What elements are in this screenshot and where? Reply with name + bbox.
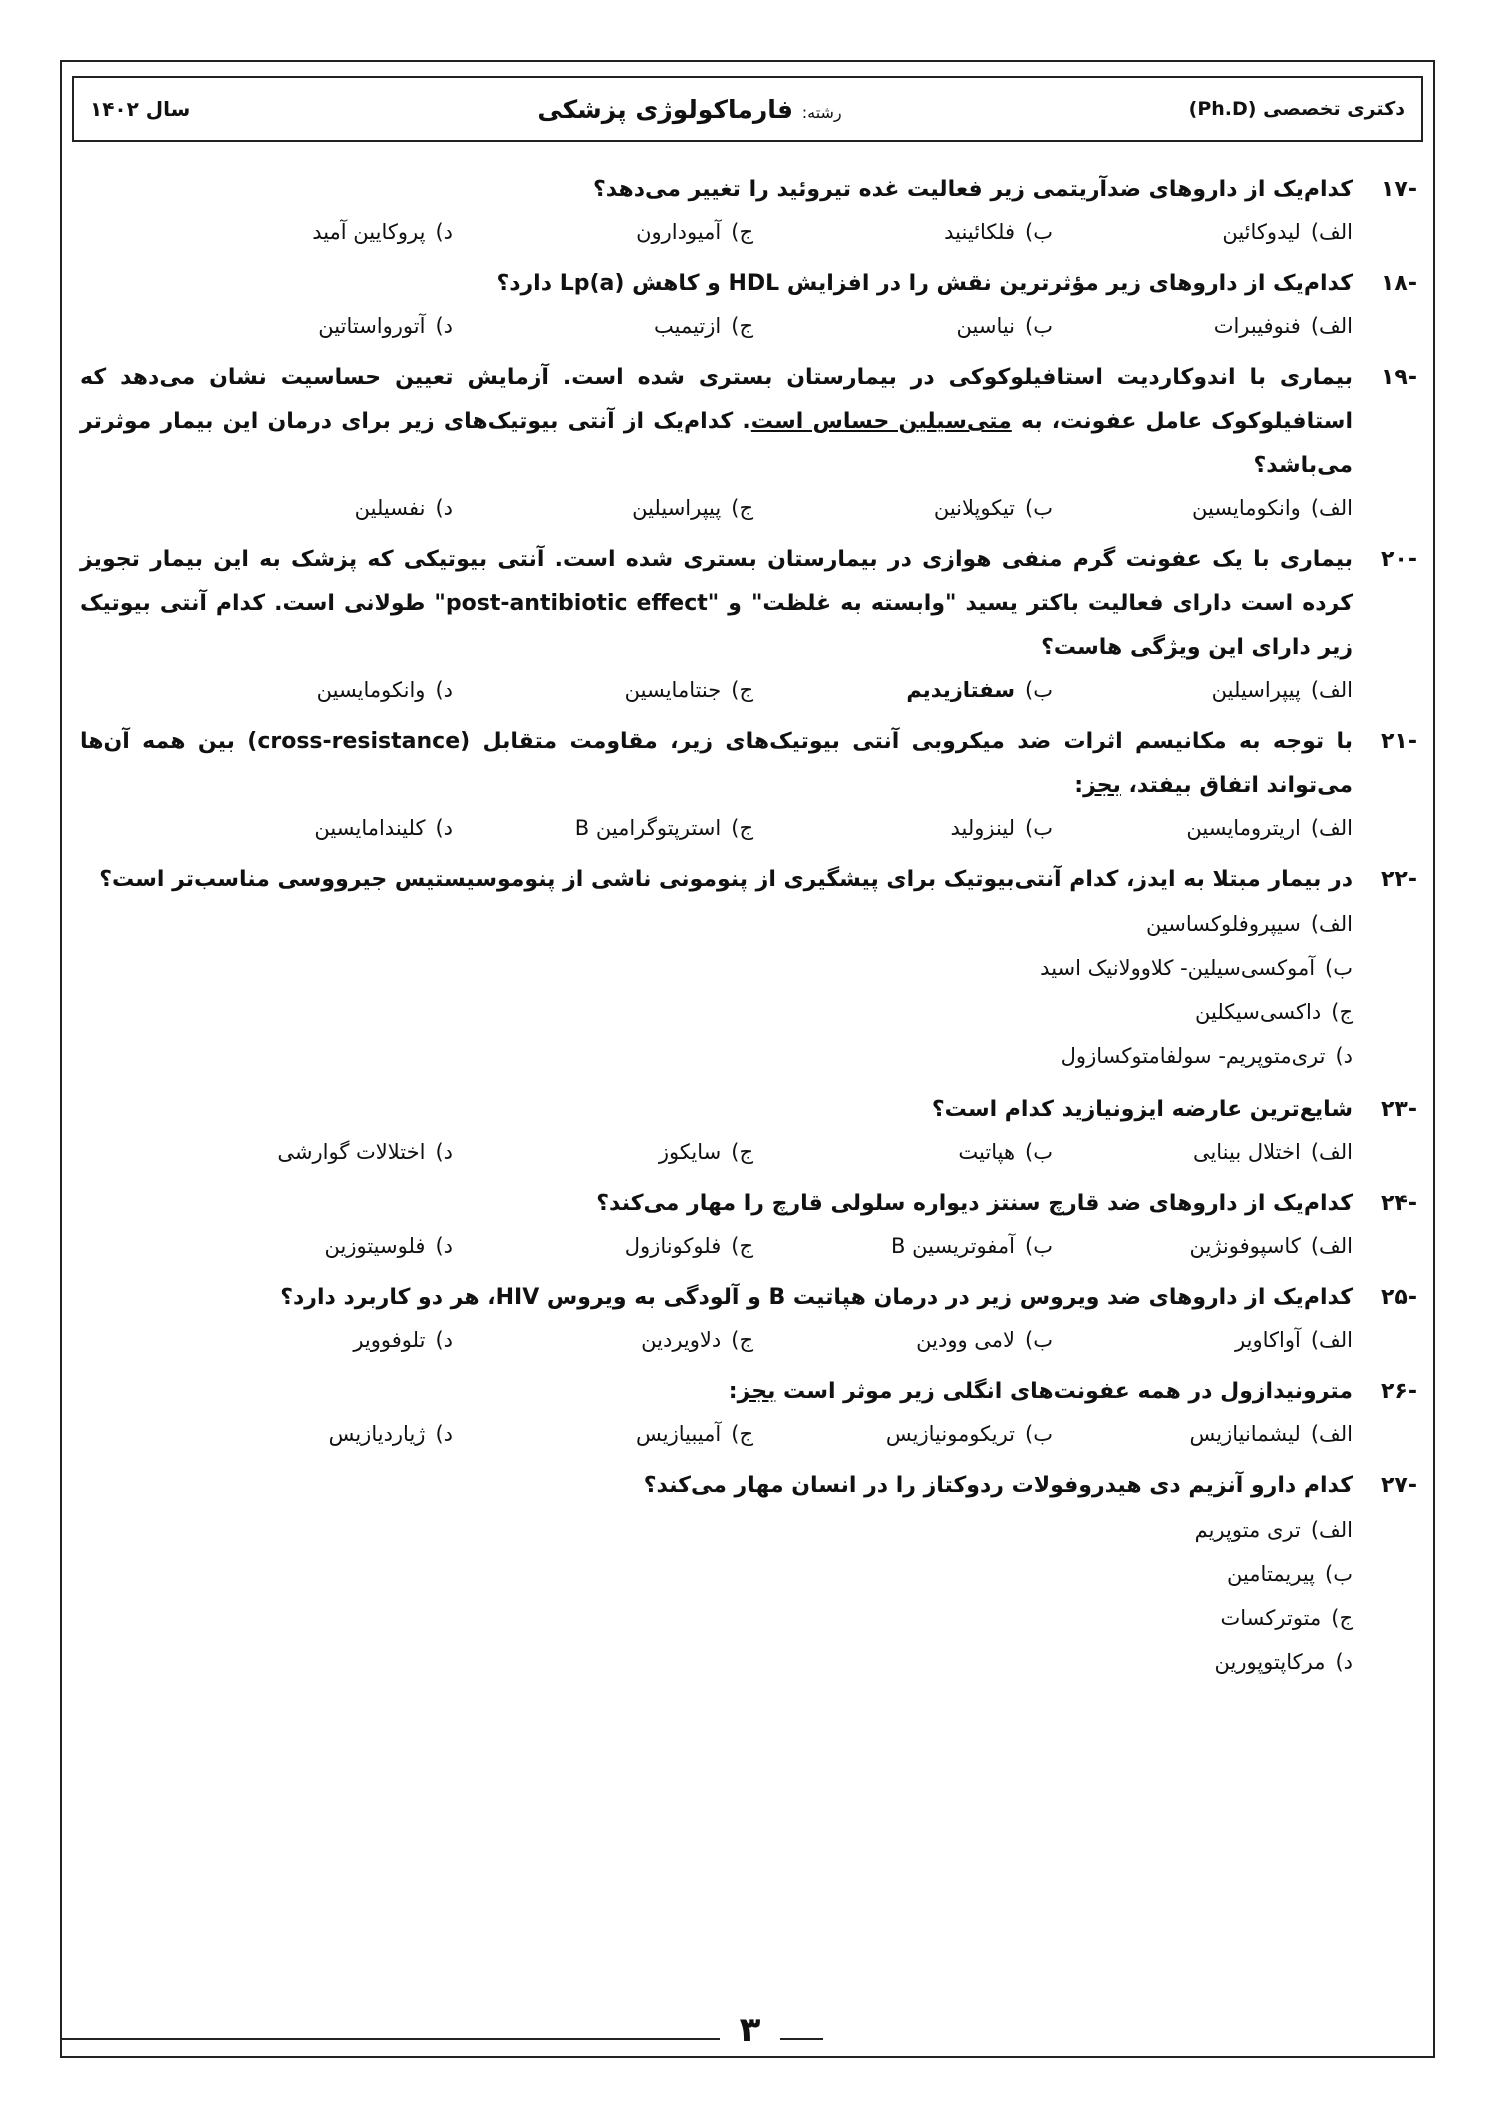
answer-option — [1053, 1226, 1353, 1266]
option-label: الف) — [1310, 1422, 1353, 1446]
footer-divider-left — [60, 2038, 695, 2040]
answer-option — [80, 990, 1353, 1034]
option-label: د) — [435, 220, 453, 244]
option-text: وانکومایسین — [1192, 496, 1301, 520]
option-text: سفتازیدیم — [906, 678, 1016, 702]
option-label: ب) — [1025, 496, 1053, 520]
question-text-underlined: متی‌سیلین حساس است — [750, 409, 1012, 434]
question-item — [72, 720, 1423, 848]
option-label: د) — [1335, 1650, 1353, 1674]
option-label: ب) — [1025, 678, 1053, 702]
question-text-part: بیماری با اندوکاردیت استافیلوکوکی در بیمارستان بستری شده است. آزمایش تعیین حساسیت نشان می‌دهد که استافیلوکوک عامل عفونت، به — [80, 365, 1353, 434]
answer-option — [453, 212, 753, 252]
option-text: کاسپوفونژین — [1189, 1234, 1301, 1258]
question-stem — [80, 168, 1353, 212]
option-text: هپاتیت — [958, 1140, 1016, 1164]
option-label: الف) — [1310, 1234, 1353, 1258]
options-list — [80, 306, 1353, 346]
option-text: مرکاپتوپورین — [1214, 1650, 1326, 1674]
question-body — [72, 720, 1353, 848]
option-label: ج) — [731, 314, 753, 338]
options-list — [80, 1414, 1353, 1454]
option-label: ب) — [1025, 1328, 1053, 1352]
question-number: -۲۶ — [1381, 1379, 1417, 1404]
question-stem — [80, 1464, 1353, 1508]
option-label: ج) — [731, 1328, 753, 1352]
answer-option — [80, 1552, 1353, 1596]
question-text: در بیمار مبتلا به ایدز، کدام آنتی‌بیوتیک برای پیشگیری از پنومونی ناشی از پنوموسیستیس جیرووسی مناسب‌تر است؟ — [99, 867, 1353, 892]
answer-option — [1053, 808, 1353, 848]
question-stem — [80, 858, 1353, 902]
question-text: کدام دارو آنزیم دی هیدروفولات ردوکتاز را در انسان مهار می‌کند؟ — [643, 1473, 1353, 1498]
option-text: ازتیمیب — [653, 314, 722, 338]
answer-option — [1053, 306, 1353, 346]
option-label: ب) — [1025, 314, 1053, 338]
answer-option — [80, 902, 1353, 946]
option-label: الف) — [1310, 314, 1353, 338]
option-text: وانکومایسین — [316, 678, 426, 702]
option-text: فلوکونازول — [624, 1234, 722, 1258]
option-text: تریکومونیازیس — [885, 1422, 1016, 1446]
question-text-underlined: بجز — [737, 1379, 776, 1404]
option-text: داکسی‌سیکلین — [1195, 1000, 1322, 1024]
option-text: استرپتوگرامین B — [574, 816, 722, 840]
question-text-part: مترونیدازول در همه عفونت‌های انگلی زیر موثر است — [775, 1379, 1353, 1404]
question-body — [72, 1370, 1353, 1454]
options-list — [80, 212, 1353, 252]
question-number: -۱۹ — [1381, 365, 1417, 390]
question-body — [72, 1088, 1353, 1172]
option-label: الف) — [1310, 220, 1353, 244]
question-text-part: . کدام‌یک از آنتی بیوتیک‌های زیر برای درمان این بیمار موثرتر می‌باشد؟ — [80, 409, 1353, 478]
question-text: بیماری با یک عفونت گرم منفی هوازی در بیمارستان بستری شده است. آنتی بیوتیکی که پزشک به این بیمار تجویز کرده است دارای فعالیت باکتر یسید "وابسته به غلظت" و "post-antibiotic effect" طولانی است. کدام آنتی بیوتیک زیر دارای این ویژگی هاست؟ — [80, 547, 1353, 660]
question-number: -۲۱ — [1381, 729, 1417, 754]
answer-option — [753, 212, 1053, 252]
answer-option — [80, 1640, 1353, 1684]
option-label: د) — [435, 816, 453, 840]
answer-option — [453, 1226, 753, 1266]
option-label: ب) — [1325, 956, 1353, 980]
answer-option — [753, 808, 1053, 848]
option-text: لیدوکائین — [1222, 220, 1301, 244]
question-number: -۲۵ — [1381, 1285, 1417, 1310]
option-text: تیکوپلانین — [933, 496, 1016, 520]
question-body — [72, 1464, 1353, 1684]
question-item — [72, 262, 1423, 346]
option-text: آمفوتریسین B — [891, 1234, 1016, 1258]
option-text: آتورواستاتین — [318, 314, 426, 338]
options-list — [80, 902, 1353, 1078]
question-item — [72, 1370, 1423, 1454]
question-text-part: : — [728, 1379, 738, 1404]
question-text: کدام‌یک از داروهای ضد قارچ سنتز دیواره سلولی قارچ را مهار می‌کند؟ — [596, 1191, 1353, 1216]
year-label: سال ۱۴۰۲ — [90, 97, 191, 121]
answer-option — [1053, 1320, 1353, 1360]
option-label: الف) — [1310, 678, 1353, 702]
option-label: الف) — [1310, 1518, 1353, 1542]
answer-option — [753, 306, 1053, 346]
option-text: سیپروفلوکساسین — [1145, 912, 1301, 936]
answer-option — [453, 808, 753, 848]
option-text: فلکائینید — [944, 220, 1016, 244]
field-title — [537, 95, 841, 124]
question-text: کدام‌یک از داروهای ضدآریتمی زیر فعالیت غده تیروئید را تغییر می‌دهد؟ — [593, 177, 1353, 202]
option-text: اختلالات گوارشی — [277, 1140, 426, 1164]
answer-option — [753, 1132, 1053, 1172]
answer-option — [153, 488, 453, 528]
question-text: کدام‌یک از داروهای ضد ویروس زیر در درمان هپاتیت B و آلودگی به ویروس HIV، هر دو کاربرد دارد؟ — [280, 1285, 1353, 1310]
option-label: ج) — [1331, 1000, 1353, 1024]
options-list — [80, 670, 1353, 710]
question-body — [72, 538, 1353, 710]
options-list — [80, 808, 1353, 848]
question-item — [72, 1088, 1423, 1172]
option-label: د) — [435, 496, 453, 520]
question-item — [72, 1464, 1423, 1684]
option-label: ج) — [731, 678, 753, 702]
option-text: آموکسی‌سیلین- کلاوولانیک اسید — [1040, 956, 1316, 980]
option-label: ب) — [1025, 1140, 1053, 1164]
answer-option — [753, 488, 1053, 528]
answer-option — [753, 670, 1053, 710]
question-stem — [80, 1088, 1353, 1132]
exam-header — [72, 76, 1423, 142]
option-text: فلوسیتوزین — [324, 1234, 426, 1258]
answer-option — [1053, 488, 1353, 528]
option-label: ب) — [1025, 1234, 1053, 1258]
option-text: نفسیلین — [354, 496, 426, 520]
option-text: تری‌متوپریم- سولفامتوکسازول — [1060, 1044, 1326, 1068]
option-text: جنتامایسین — [624, 678, 722, 702]
option-text: سایکوز — [658, 1140, 722, 1164]
option-text: آمیودارون — [636, 220, 722, 244]
option-label: ب) — [1025, 1422, 1053, 1446]
option-text: تری متوپریم — [1194, 1518, 1301, 1542]
field-name: فارماکولوژی پزشکی — [537, 94, 793, 124]
options-list — [80, 1320, 1353, 1360]
question-text-underlined: بجز — [1083, 773, 1121, 798]
question-number: -۲۰ — [1381, 547, 1417, 572]
questions-area — [72, 158, 1423, 2008]
option-label: د) — [1335, 1044, 1353, 1068]
option-label: د) — [435, 314, 453, 338]
question-item — [72, 538, 1423, 710]
option-label: ج) — [731, 816, 753, 840]
option-label: ج) — [1331, 1606, 1353, 1630]
option-label: ج) — [731, 1422, 753, 1446]
option-text: کلیندامایسین — [314, 816, 426, 840]
option-text: آواکاویر — [1235, 1328, 1301, 1352]
option-label: د) — [435, 1422, 453, 1446]
field-prefix: رشته: — [801, 102, 842, 122]
answer-option — [753, 1320, 1053, 1360]
option-text: دلاویردین — [641, 1328, 722, 1352]
answer-option — [153, 1414, 453, 1454]
question-stem — [80, 356, 1353, 488]
question-body — [72, 356, 1353, 528]
question-body — [72, 1276, 1353, 1360]
question-stem — [80, 262, 1353, 306]
option-text: فنوفیبرات — [1213, 314, 1301, 338]
option-text: لامی وودین — [916, 1328, 1016, 1352]
option-label: د) — [435, 678, 453, 702]
question-body — [72, 168, 1353, 252]
question-stem — [80, 1276, 1353, 1320]
question-item — [72, 356, 1423, 528]
question-number: -۲۴ — [1381, 1191, 1417, 1216]
question-number: -۲۲ — [1381, 867, 1417, 892]
answer-option — [153, 1320, 453, 1360]
answer-option — [1053, 212, 1353, 252]
option-text: پیپراسیلین — [632, 496, 722, 520]
answer-option — [80, 1508, 1353, 1552]
answer-option — [153, 808, 453, 848]
option-text: لیشمانیازیس — [1189, 1422, 1301, 1446]
question-body — [72, 262, 1353, 346]
question-number: -۲۷ — [1381, 1473, 1417, 1498]
answer-option — [153, 306, 453, 346]
question-text-part: با توجه به مکانیسم اثرات ضد میکروبی آنتی بیوتیک‌های زیر، مقاومت متقابل (cross-resistance) بین همه آن‌ها می‌تواند اتفاق بیفتد، — [80, 729, 1354, 798]
answer-option — [453, 488, 753, 528]
question-text-part: : — [1074, 773, 1084, 798]
answer-option — [153, 1132, 453, 1172]
option-label: د) — [435, 1328, 453, 1352]
answer-option — [153, 212, 453, 252]
option-text: اریترومایسین — [1186, 816, 1301, 840]
question-number: -۱۸ — [1381, 271, 1417, 296]
answer-option — [453, 306, 753, 346]
options-list — [80, 488, 1353, 528]
page-number: ۳ — [720, 2010, 780, 2050]
question-item — [72, 1182, 1423, 1266]
question-item — [72, 168, 1423, 252]
option-text: متوترکسات — [1220, 1606, 1322, 1630]
answer-option — [80, 946, 1353, 990]
option-label: ج) — [731, 496, 753, 520]
answer-option — [153, 670, 453, 710]
option-text: پیریمتامین — [1226, 1562, 1316, 1586]
option-label: الف) — [1310, 912, 1353, 936]
option-label: الف) — [1310, 496, 1353, 520]
option-label: ب) — [1325, 1562, 1353, 1586]
option-label: الف) — [1310, 1140, 1353, 1164]
answer-option — [453, 1320, 753, 1360]
answer-option — [1053, 670, 1353, 710]
option-text: ژیاردیازیس — [328, 1422, 426, 1446]
answer-option — [453, 670, 753, 710]
options-list — [80, 1132, 1353, 1172]
answer-option — [80, 1596, 1353, 1640]
option-text: آمیبیازیس — [635, 1422, 722, 1446]
option-text: پروکایین آمید — [312, 220, 426, 244]
question-number: -۱۷ — [1381, 177, 1417, 202]
option-text: اختلال بینایی — [1192, 1140, 1301, 1164]
answer-option — [453, 1132, 753, 1172]
option-label: د) — [435, 1140, 453, 1164]
answer-option — [753, 1226, 1053, 1266]
option-text: تلوفوویر — [353, 1328, 426, 1352]
question-stem — [80, 720, 1353, 808]
options-list — [80, 1226, 1353, 1266]
option-label: الف) — [1310, 1328, 1353, 1352]
answer-option — [453, 1414, 753, 1454]
question-number: -۲۳ — [1381, 1097, 1417, 1122]
question-item — [72, 858, 1423, 1078]
option-text: پیپراسیلین — [1211, 678, 1301, 702]
option-label: ب) — [1025, 816, 1053, 840]
question-text: شایع‌ترین عارضه ایزونیازید کدام است؟ — [931, 1097, 1353, 1122]
option-label: د) — [435, 1234, 453, 1258]
question-text: کدام‌یک از داروهای زیر مؤثرترین نقش را در افزایش HDL و کاهش Lp(a) دارد؟ — [496, 271, 1353, 296]
option-text: لینزولید — [950, 816, 1016, 840]
option-label: ب) — [1025, 220, 1053, 244]
answer-option — [753, 1414, 1053, 1454]
option-label: ج) — [731, 1234, 753, 1258]
option-label: ج) — [731, 220, 753, 244]
question-body — [72, 1182, 1353, 1266]
degree-label: دکتری تخصصی (Ph.D) — [1188, 98, 1405, 120]
answer-option — [80, 1034, 1353, 1078]
question-item — [72, 1276, 1423, 1360]
answer-option — [1053, 1132, 1353, 1172]
question-stem — [80, 1370, 1353, 1414]
question-stem — [80, 538, 1353, 670]
question-body — [72, 858, 1353, 1078]
option-label: الف) — [1310, 816, 1353, 840]
answer-option — [153, 1226, 453, 1266]
options-list — [80, 1508, 1353, 1684]
answer-option — [1053, 1414, 1353, 1454]
option-text: نیاسین — [956, 314, 1016, 338]
option-label: ج) — [731, 1140, 753, 1164]
question-stem — [80, 1182, 1353, 1226]
